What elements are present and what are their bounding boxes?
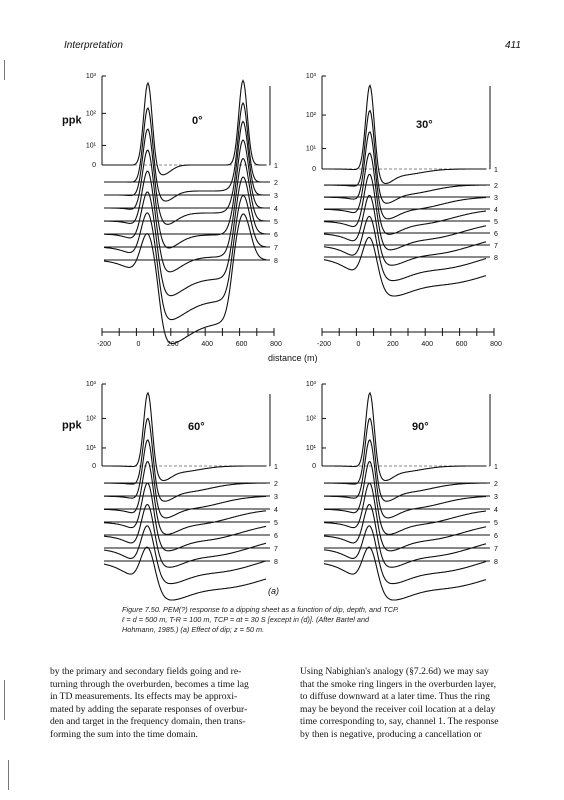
channel-number-label: 1 — [494, 464, 498, 471]
channel-number-label: 8 — [274, 258, 278, 265]
channel-curve — [104, 214, 266, 344]
channel-number-label: 5 — [494, 219, 498, 226]
channel-number-label: 4 — [494, 507, 498, 514]
channel-number-label: 2 — [494, 183, 498, 190]
body-line: may be beyond the receiver coil location at a delay — [300, 703, 496, 715]
body-line: den and target in the frequency domain, then trans- — [50, 716, 246, 728]
channel-curve — [324, 547, 486, 600]
x-tick-label: 400 — [421, 341, 434, 348]
figure-panel-30deg — [300, 62, 528, 352]
channel-number-label: 1 — [274, 163, 278, 170]
channel-number-label: 3 — [274, 494, 278, 501]
y-tick-label: 10¹ — [305, 444, 316, 452]
channel-number-label: 8 — [494, 559, 498, 566]
body-text-right-column — [300, 666, 524, 742]
x-tick-label: 400 — [201, 341, 214, 348]
x-tick-label: 800 — [490, 341, 502, 348]
channel-curve — [324, 237, 486, 296]
channel-number-label: 6 — [494, 231, 498, 238]
dip-angle-label: 30° — [416, 119, 433, 131]
x-tick-label: 800 — [270, 341, 282, 348]
body-line: that the smoke ring lingers in the overburden layer, — [300, 678, 496, 690]
channel-curve — [324, 393, 486, 481]
figure-caption — [122, 605, 482, 635]
channel-number-label: 5 — [494, 520, 498, 527]
y-axis-label: ppk — [62, 419, 82, 432]
channel-number-label: 7 — [494, 546, 498, 553]
x-tick-label: 600 — [455, 341, 468, 348]
body-line: time corresponding to, say, channel 1. The response — [300, 716, 499, 728]
channel-number-label: 2 — [274, 481, 278, 488]
y-tick-label: 10² — [305, 415, 316, 423]
channel-curve — [324, 111, 486, 204]
channel-number-label: 7 — [494, 243, 498, 250]
channel-number-label: 5 — [274, 520, 278, 527]
channel-curve — [104, 103, 266, 201]
body-line: turning through the overburden, becomes a time lag — [50, 678, 249, 690]
caption-line: ℓ = d = 500 m, T-R = 100 m, TCP = αt = 30 S [except in (d)]. (After Bartel and — [122, 615, 370, 624]
dip-angle-label: 0° — [192, 115, 203, 127]
x-tick-label: 0 — [136, 341, 141, 348]
channel-curve — [324, 505, 486, 568]
channel-curve — [324, 440, 486, 518]
channel-number-label: 3 — [494, 494, 498, 501]
channel-curve — [104, 140, 266, 248]
subfigure-label: (a) — [268, 586, 279, 596]
caption-line: Figure 7.50. PEM(?) response to a dipping sheet as a function of dip, depth, and TCP. — [122, 605, 399, 614]
channel-number-label: 8 — [274, 559, 278, 566]
x-tick-label: 0 — [356, 341, 361, 348]
figure-panel-60deg — [60, 370, 288, 585]
channel-number-label: 1 — [494, 167, 498, 174]
channel-number-label: 4 — [494, 207, 498, 214]
body-text-left-column — [50, 666, 274, 742]
x-tick-label: 600 — [235, 341, 248, 348]
body-line: forming the sum into the time domain. — [50, 728, 198, 740]
page-number: 411 — [505, 40, 521, 51]
y-tick-label: 0 — [312, 463, 316, 470]
y-tick-label: 10³ — [85, 73, 96, 80]
channel-number-label: 7 — [274, 546, 278, 553]
channel-number-label: 2 — [274, 180, 278, 187]
y-tick-label: 10¹ — [85, 142, 96, 150]
figure-panel-90deg — [300, 370, 528, 585]
channel-curve — [104, 440, 266, 518]
scan-edge-mark — [4, 60, 5, 80]
caption-line: Hohmann, 1985.) (a) Effect of dip; z = 50 m. — [122, 625, 265, 634]
y-tick-label: 0 — [312, 166, 316, 173]
x-axis-label: distance (m) — [268, 353, 318, 363]
scan-edge-mark — [8, 760, 9, 790]
y-tick-label: 10² — [85, 415, 96, 423]
body-line: by the primary and secondary fields going and re- — [50, 666, 242, 677]
channel-curve — [104, 547, 266, 600]
body-line: to diffuse downward at a later time. Thus the ring — [300, 691, 490, 703]
body-line: by then is negative, producing a cancellation or — [300, 728, 482, 740]
scan-edge-mark — [4, 680, 5, 720]
channel-number-label: 2 — [494, 481, 498, 488]
channel-number-label: 5 — [274, 219, 278, 226]
x-tick-label: -200 — [316, 341, 332, 348]
channel-curve — [324, 153, 486, 234]
y-tick-label: 10³ — [305, 381, 316, 388]
channel-curve — [324, 526, 486, 584]
y-tick-label: 10³ — [305, 73, 316, 80]
dip-angle-label: 90° — [412, 421, 429, 433]
channel-number-label: 1 — [274, 464, 278, 471]
channel-curve — [324, 418, 486, 501]
body-line: Using Nabighian's analogy (§7.2.6d) we may say — [300, 666, 489, 677]
y-tick-label: 10² — [85, 110, 96, 118]
y-axis-label: ppk — [62, 114, 82, 127]
channel-curve — [104, 196, 266, 320]
channel-curve — [104, 418, 266, 501]
channel-number-label: 7 — [274, 245, 278, 252]
y-tick-label: 10¹ — [85, 444, 96, 452]
channel-curve — [324, 196, 486, 266]
y-tick-label: 0 — [92, 162, 96, 169]
body-line: in TD measurements. Its effects may be approxi- — [50, 691, 238, 703]
body-line: mated by adding the separate responses of overbur- — [50, 703, 248, 715]
channel-number-label: 8 — [494, 255, 498, 262]
channel-number-label: 3 — [494, 195, 498, 202]
x-tick-label: 200 — [166, 341, 179, 348]
channel-number-label: 3 — [274, 193, 278, 200]
dip-angle-label: 60° — [188, 421, 205, 433]
y-tick-label: 10³ — [85, 381, 96, 388]
channel-curve — [104, 526, 266, 584]
y-tick-label: 0 — [92, 463, 96, 470]
channel-number-label: 6 — [274, 533, 278, 540]
x-tick-label: -200 — [96, 341, 112, 348]
channel-number-label: 6 — [494, 533, 498, 540]
channel-number-label: 6 — [274, 232, 278, 239]
channel-number-label: 4 — [274, 507, 278, 514]
running-header-section: Interpretation — [64, 40, 123, 51]
y-tick-label: 10¹ — [305, 145, 316, 153]
channel-curve — [104, 393, 266, 481]
y-tick-label: 10² — [305, 112, 316, 120]
channel-number-label: 4 — [274, 206, 278, 213]
figure-panel-0deg — [60, 62, 288, 352]
x-tick-label: 200 — [386, 341, 399, 348]
